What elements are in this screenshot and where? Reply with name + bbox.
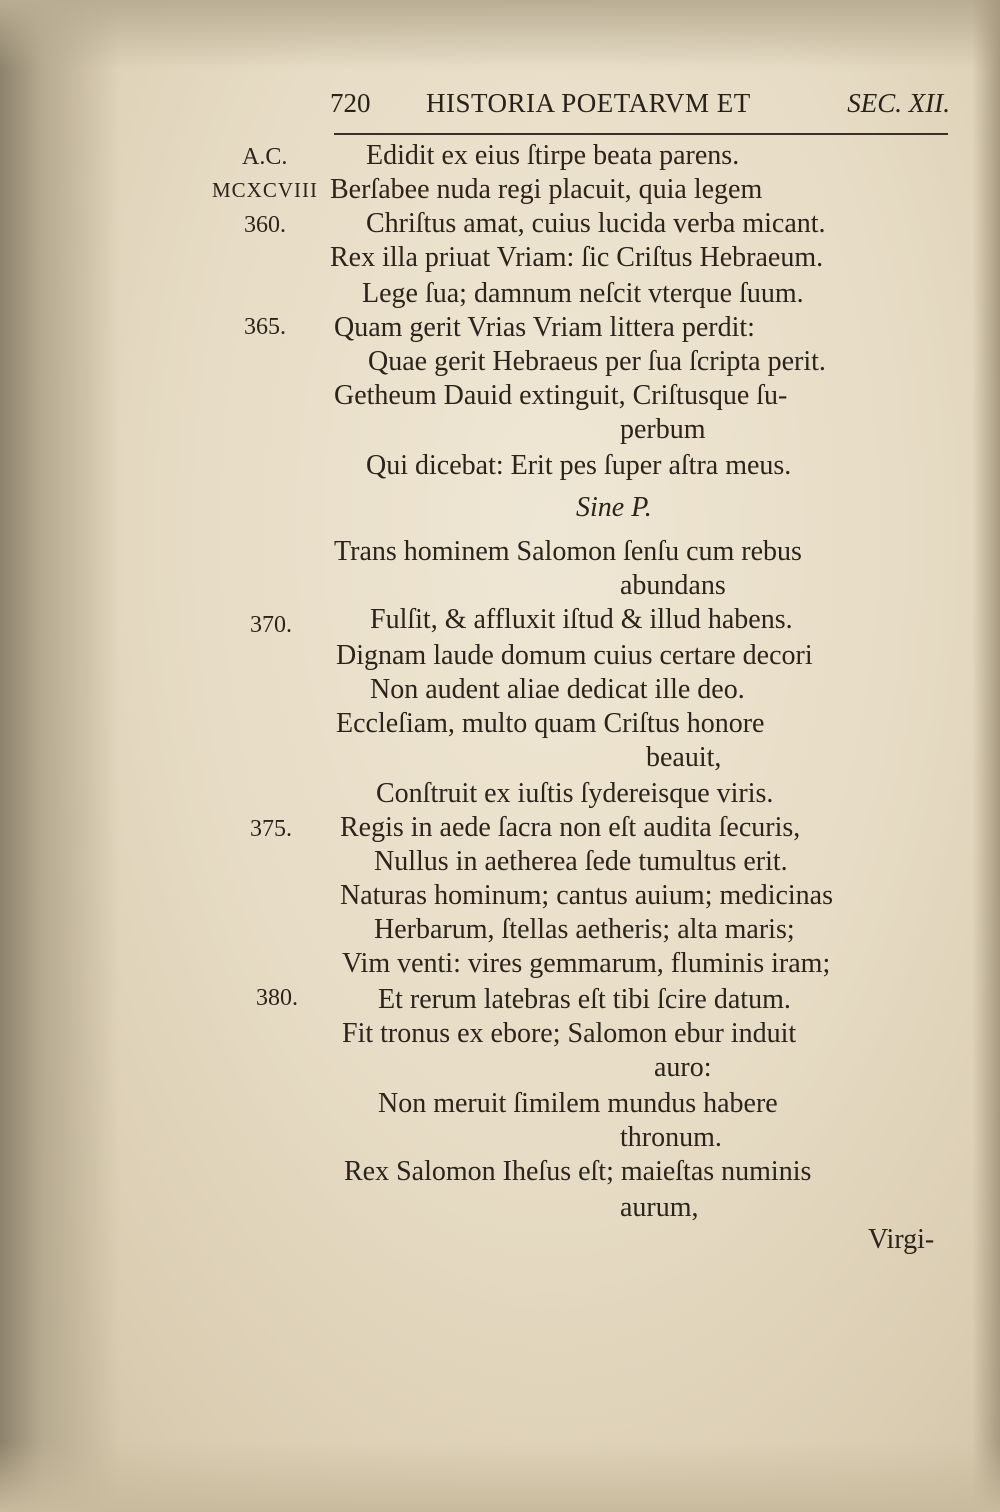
margin-year: MCXCVIII (212, 178, 318, 202)
verse-line: Vim venti: vires gemmarum, fluminis iram; (342, 948, 831, 979)
section-heading: Sine P. (576, 492, 652, 523)
spine-shadow (0, 0, 120, 1512)
verse-line-continuation: thronum. (620, 1122, 722, 1153)
top-shadow (0, 0, 1000, 70)
section-label: SEC. XII. (847, 88, 950, 118)
line-number-375: 375. (250, 816, 292, 842)
verse-line: Conſtruit ex iuſtis ſydereisque viris. (376, 778, 774, 809)
verse-line: Trans hominem Salomon ſenſu cum rebus (334, 536, 802, 567)
bottom-shadow (0, 1442, 1000, 1512)
verse-line-continuation: perbum (620, 414, 706, 445)
verse-line: Qui dicebat: Erit pes ſuper aſtra meus. (366, 450, 792, 481)
line-number-365: 365. (244, 314, 286, 340)
header-rule (334, 133, 948, 135)
verse-line: Rex Salomon Iheſus eſt; maieſtas numinis (344, 1156, 812, 1187)
line-number-370: 370. (250, 612, 292, 638)
verse-line: Quam gerit Vrias Vriam littera perdit: (334, 312, 755, 343)
running-header (330, 88, 950, 128)
catchword: Virgi- (868, 1224, 935, 1255)
verse-line: Naturas hominum; cantus auium; medicinas (340, 880, 834, 911)
verse-line-continuation: beauit, (646, 742, 722, 773)
verse-line-continuation: auro: (654, 1052, 712, 1083)
verse-line: Getheum Dauid extinguit, Criſtusque ſu- (334, 380, 788, 411)
verse-line: Quae gerit Hebraeus per ſua ſcripta perit. (368, 346, 826, 377)
verse-line: Regis in aede ſacra non eſt audita ſecuris, (340, 812, 801, 843)
verse-line: Non meruit ſimilem mundus habere (378, 1088, 778, 1119)
line-number-360: 360. (244, 212, 286, 238)
verse-line: Et rerum latebras eſt tibi ſcire datum. (378, 984, 791, 1015)
page-edge (972, 0, 1000, 1512)
verse-line: Eccleſiam, multo quam Criſtus honore (336, 708, 765, 739)
verse-line: Dignam laude domum cuius certare decori (336, 640, 813, 671)
page-number: 720 (330, 88, 371, 118)
verse-line: Edidit ex eius ſtirpe beata parens. (366, 140, 740, 171)
verse-line: Chriſtus amat, cuius lucida verba micant. (366, 208, 826, 239)
verse-line: Nullus in aetherea ſede tumultus erit. (374, 846, 788, 877)
verse-line: Fit tronus ex ebore; Salomon ebur induit (342, 1018, 797, 1049)
line-number-380: 380. (256, 985, 298, 1011)
verse-line-continuation: abundans (620, 570, 726, 601)
verse-line-continuation: aurum, (620, 1192, 699, 1223)
verse-line: Berſabee nuda regi placuit, quia legem (330, 174, 763, 205)
verse-line: Herbarum, ſtellas aetheris; alta maris; (374, 914, 795, 945)
verse-line: Lege ſua; damnum neſcit vterque ſuum. (362, 278, 804, 309)
running-title: HISTORIA POETARVM ET (426, 88, 751, 118)
margin-era-label: A.C. (242, 144, 288, 170)
verse-line: Rex illa priuat Vriam: ſic Criſtus Hebraeum. (330, 242, 824, 273)
verse-line: Non audent aliae dedicat ille deo. (370, 674, 745, 705)
verse-line: Fulſit, & affluxit iſtud & illud habens. (370, 604, 793, 635)
